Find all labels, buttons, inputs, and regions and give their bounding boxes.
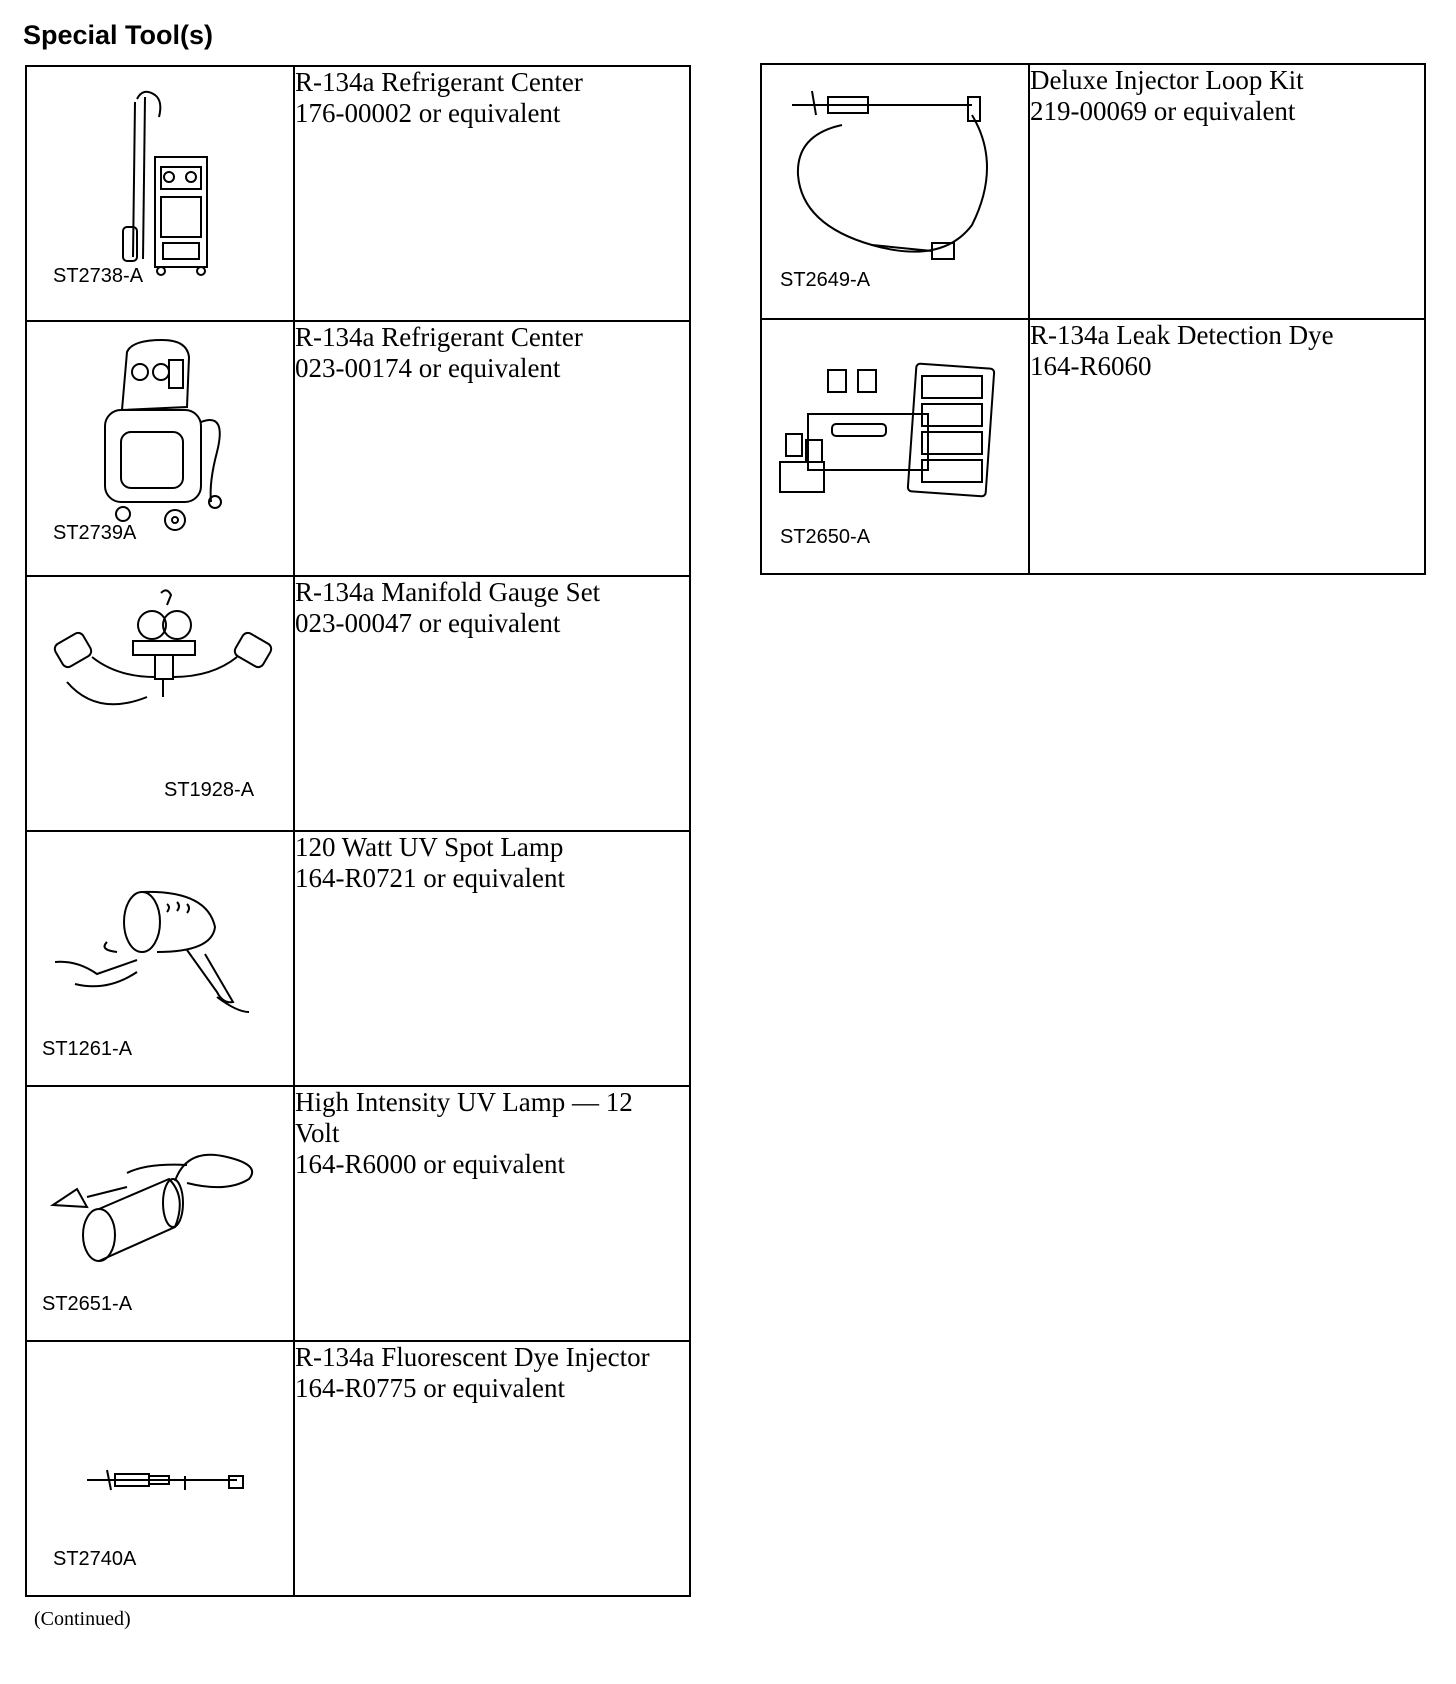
tools-table-right: [760, 63, 1426, 575]
tool-row: [26, 1341, 690, 1596]
tool-description: [294, 1086, 690, 1341]
tool-code: ST2649-A: [780, 269, 871, 291]
tool-name: R-134a Leak Detection Dye: [1030, 320, 1334, 350]
tool-description: [1029, 64, 1425, 319]
tool-row: [26, 576, 690, 831]
tool-row: [761, 64, 1425, 319]
tool-code: ST2739A: [53, 522, 137, 544]
tool-name: R-134a Manifold Gauge Set: [295, 577, 601, 607]
uv-spot-lamp-icon: [37, 842, 283, 1042]
tool-description: [1029, 319, 1425, 574]
tools-table-left: [25, 65, 691, 1597]
uv-lamp-12v-icon: [37, 1097, 283, 1297]
tool-name-line-2: Volt: [295, 1118, 340, 1148]
tool-name: R-134a Refrigerant Center: [295, 67, 583, 97]
tool-image-cell: [26, 1086, 294, 1341]
tool-row: [26, 321, 690, 576]
tool-part-number: 164-R6000 or equivalent: [295, 1149, 565, 1179]
tool-name: R-134a Refrigerant Center: [295, 322, 583, 352]
tool-code: ST1928-A: [164, 779, 255, 801]
manifold-gauge-icon: [37, 587, 283, 787]
tool-row: [26, 66, 690, 321]
tool-part-number: 023-00174 or equivalent: [295, 353, 561, 383]
tool-image-cell: [26, 1341, 294, 1596]
tool-code: ST2740A: [53, 1548, 137, 1570]
tool-image-cell: [26, 576, 294, 831]
tool-code: ST2650-A: [780, 526, 871, 548]
tool-image-cell: [26, 321, 294, 576]
tool-description: [294, 66, 690, 321]
tool-description: [294, 321, 690, 576]
tool-name: 120 Watt UV Spot Lamp: [295, 832, 564, 862]
tool-code: ST1261-A: [42, 1038, 133, 1060]
tool-part-number: 164-R6060: [1030, 351, 1152, 381]
tool-code: ST2738-A: [53, 265, 144, 287]
tool-part-number: 164-R0775 or equivalent: [295, 1373, 565, 1403]
tool-image-cell: [761, 319, 1029, 574]
tool-name: Deluxe Injector Loop Kit: [1030, 65, 1304, 95]
dye-injector-icon: [37, 1352, 283, 1552]
tool-row: [761, 319, 1425, 574]
refrigerant-center-cart-icon: [37, 77, 283, 277]
tool-name-line-1: High Intensity UV Lamp — 12: [295, 1087, 633, 1117]
tool-description: [294, 831, 690, 1086]
continued-note: (Continued): [34, 1608, 131, 1630]
tool-row: [26, 831, 690, 1086]
tool-description: [294, 576, 690, 831]
tool-part-number: 219-00069 or equivalent: [1030, 96, 1296, 126]
tool-description: [294, 1341, 690, 1596]
tool-part-number: 164-R0721 or equivalent: [295, 863, 565, 893]
tool-image-cell: [761, 64, 1029, 319]
refrigerant-center-unit-icon: [37, 332, 283, 532]
page-title: Special Tool(s): [23, 20, 214, 50]
tool-image-cell: [26, 831, 294, 1086]
dye-bottles-kit-icon: [772, 330, 1018, 530]
injector-loop-hose-icon: [772, 75, 1018, 275]
tool-part-number: 176-00002 or equivalent: [295, 98, 561, 128]
tool-row: [26, 1086, 690, 1341]
tool-name: R-134a Fluorescent Dye Injector: [295, 1342, 650, 1372]
tool-part-number: 023-00047 or equivalent: [295, 608, 561, 638]
tool-code: ST2651-A: [42, 1293, 133, 1315]
tool-image-cell: [26, 66, 294, 321]
